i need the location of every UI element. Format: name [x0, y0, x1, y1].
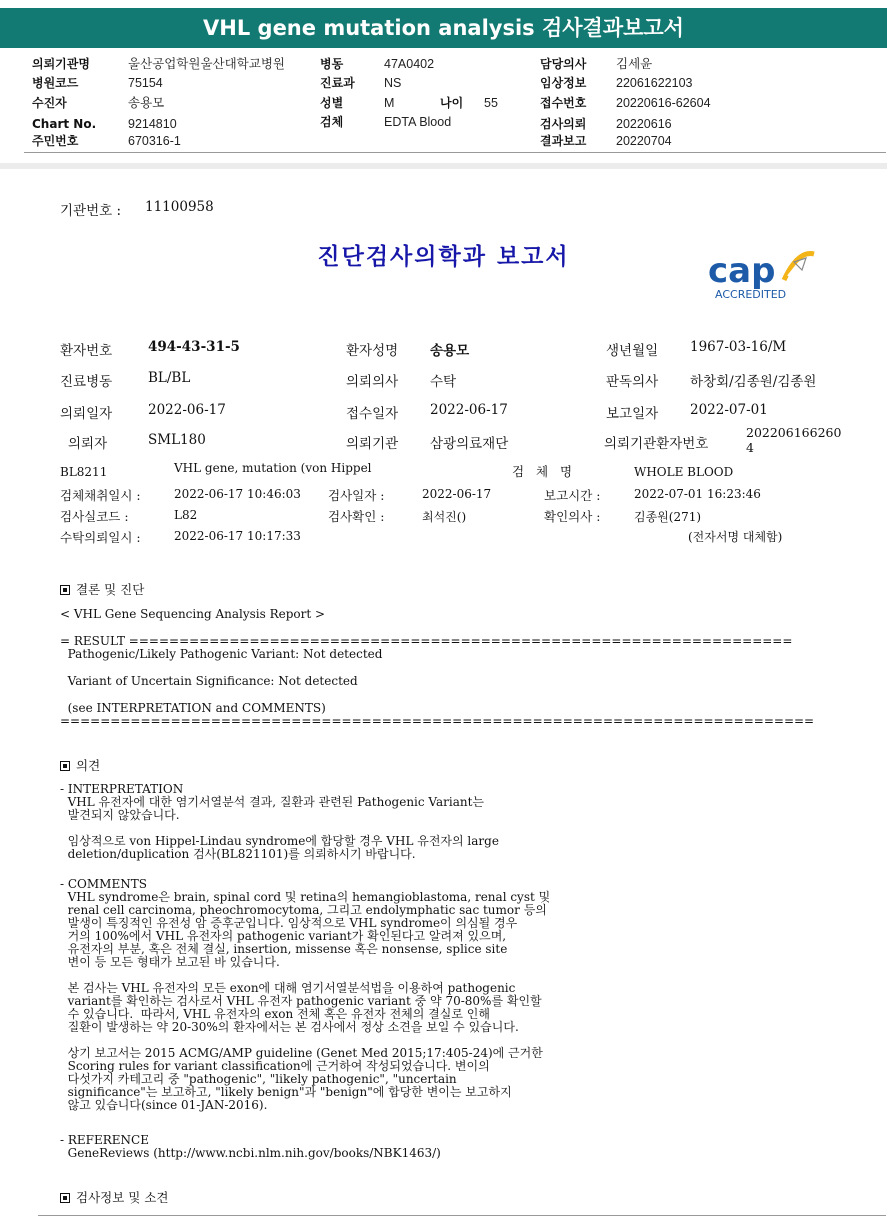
- value-requesting-doctor: 수탁: [430, 374, 457, 390]
- specimen-label: 검 체 명: [512, 464, 573, 479]
- header-label-institution: 의뢰기관명: [32, 57, 90, 71]
- value-requesting-institution: 삼광의료재단: [430, 436, 509, 452]
- header-value-clinical-info: 22061622103: [616, 76, 693, 90]
- lab-code-label: 검사실코드 :: [60, 509, 129, 524]
- header-label-department: 진료과: [320, 76, 355, 90]
- section-bullet-icon: [60, 761, 70, 771]
- cap-accredited-logo: [706, 246, 826, 306]
- value-requester: SML180: [148, 432, 206, 448]
- header-value-doctor: 김세윤: [616, 57, 653, 71]
- e-signature-note: (전자서명 대체함): [688, 530, 783, 544]
- header-value-resident-no: 670316-1: [128, 134, 181, 148]
- cap-logo-text: cap: [708, 251, 776, 291]
- test-code: BL8211: [60, 465, 108, 479]
- interpretation-block: - INTERPRETATION VHL 유전자에 대한 염기서열분석 결과, 질환과 관련된 Pathogenic Variant는 발견되지 않았습니다. 임상적으로 von Hippel-Lindau syndrome에 합당할 경우 VHL 유전자의 large deletion/duplication 검사(BL821101)를 의뢰하시기 바랍니다.: [60, 782, 499, 861]
- header-value-patient: 송용모: [128, 96, 165, 110]
- label-requesting-institution: 의뢰기관: [346, 436, 399, 452]
- collect-value: 2022-06-17 10:46:03: [174, 487, 301, 501]
- footer-divider: [38, 1215, 886, 1216]
- test-name: VHL gene, mutation (von Hippel: [174, 461, 372, 475]
- section-bullet-icon: [60, 585, 70, 595]
- header-label-clinical-info: 임상정보: [540, 76, 587, 90]
- label-report-date: 보고일자: [606, 406, 659, 422]
- value-request-date: 2022-06-17: [148, 402, 226, 418]
- result-block: < VHL Gene Sequencing Analysis Report > = RESULT ================================================================== Pathogenic/Likely Pathogenic Variant: Not detected Variant of Uncertain Significance: Not detected (see INTERPRETATION and COMMENTS) ===========================================================================: [60, 607, 815, 729]
- label-institution-patient-no: 의뢰기관환자번호: [604, 436, 709, 452]
- header-value-age: 55: [484, 96, 498, 110]
- report-time-label: 보고시간 :: [544, 488, 601, 503]
- section-bullet-icon: [60, 1193, 70, 1203]
- header-label-ward: 병동: [320, 57, 344, 71]
- header-label-patient: 수진자: [32, 96, 67, 110]
- value-patient-no: 494-43-31-5: [148, 339, 240, 355]
- header-value-chart-no: 9214810: [128, 117, 177, 131]
- section-result-heading: 결론 및 진단: [60, 580, 144, 598]
- label-receipt-date: 접수일자: [346, 406, 399, 422]
- value-patient-name: 송용모: [430, 343, 470, 359]
- value-institution-patient-no: 202206166260 4: [746, 425, 842, 455]
- test-date-label: 검사일자 :: [328, 488, 385, 503]
- header-value-sex: M: [384, 96, 395, 110]
- header-value-department: NS: [384, 76, 402, 90]
- label-requester: 의뢰자: [68, 436, 108, 452]
- label-request-date: 의뢰일자: [60, 406, 113, 422]
- institution-no: 11100958: [145, 199, 214, 215]
- header-label-chart-no: Chart No.: [32, 117, 97, 131]
- lab-code-value: L82: [174, 508, 198, 522]
- specimen-value: WHOLE BLOOD: [634, 465, 734, 479]
- confirm-doctor-label: 확인의사 :: [544, 509, 601, 524]
- label-reading-doctor: 판독의사: [606, 374, 659, 390]
- label-patient-no: 환자번호: [60, 343, 113, 359]
- header-label-test-request: 검사의뢰: [540, 117, 587, 131]
- header-label-resident-no: 주민번호: [32, 134, 79, 148]
- header-divider: [24, 152, 886, 153]
- collect-label: 검체채취일시 :: [60, 488, 141, 503]
- label-birth-date: 생년월일: [606, 343, 659, 359]
- header-value-specimen: EDTA Blood: [384, 115, 452, 129]
- header-label-specimen: 검체: [320, 115, 344, 129]
- header-label-age: 나이: [440, 96, 464, 110]
- value-birth-date: 1967-03-16/M: [690, 339, 787, 355]
- report-banner-title: VHL gene mutation analysis 검사결과보고서: [0, 8, 887, 48]
- cap-accredited-text: ACCREDITED: [715, 288, 787, 301]
- section-opinion-heading: 의견: [60, 756, 100, 774]
- header-value-receipt-no: 20220616-62604: [616, 96, 711, 110]
- value-ward: BL/BL: [148, 370, 191, 386]
- reference-block: - REFERENCE GeneReviews (http://www.ncbi.nlm.nih.gov/books/NBK1463/): [60, 1133, 441, 1160]
- value-reading-doctor: 하창회/김종원/김종원: [690, 374, 817, 390]
- header-label-hospital-code: 병원코드: [32, 76, 79, 90]
- label-patient-name: 환자성명: [346, 343, 399, 359]
- consign-request-label: 수탁의뢰일시 :: [60, 530, 141, 545]
- header-value-institution: 울산공업학원울산대학교병원: [128, 57, 285, 71]
- header-label-sex: 성별: [320, 96, 344, 110]
- value-receipt-date: 2022-06-17: [430, 402, 508, 418]
- header-value-test-request: 20220616: [616, 117, 672, 131]
- label-requesting-doctor: 의뢰의사: [346, 374, 399, 390]
- header-value-ward: 47A0402: [384, 57, 435, 71]
- header-label-doctor: 담당의사: [540, 57, 587, 71]
- institution-no-label: 기관번호 :: [60, 203, 122, 219]
- label-ward: 진료병동: [60, 374, 113, 390]
- header-value-result-report: 20220704: [616, 134, 672, 148]
- header-value-hospital-code: 75154: [128, 76, 163, 90]
- value-report-date: 2022-07-01: [690, 402, 768, 418]
- test-date-value: 2022-06-17: [422, 487, 492, 501]
- report-title: 진단검사의학과 보고서: [317, 244, 570, 270]
- comments-block: - COMMENTS VHL syndrome은 brain, spinal cord 및 retina의 hemangioblastoma, renal cyst 및 renal cell carcinoma, pheochromocytoma, 그리고 endolymphatic sac tumor 등의 발생이 특징적인 유전성 암 증후군입니다. 임상적으로 VHL syndrome이 의심될 경우 거의 100%에서 VHL 유전자의 pathogenic variant가 확인된다고 알려져 있으며, 유전자의 부분, 혹은 전체 결실, insertion, missense 혹은 nonsense, splice site 변이 등 모든 형태가 보고된 바 있습니다. 본 검사는 VHL 유전자의 모든 exon에 대해 염기서열분석법을 이용하여 pathogenic variant를 확인하는 검사로서 VHL 유전자 pathogenic variant 중 약 70-80%를 확인할 수 있습니다. 따라서, VHL 유전자의 exon 전체 혹은 유전자 전체의 결실로 인해 질환이 발생하는 약 20-30%의 환자에서는 본 검사에서 정상 소견을 보일 수 있습니다. 상기 보고서는 2015 ACMG/AMP guideline (Genet Med 2015;17:405-24)에 근거한 Scoring rules for variant classification에 근거하여 작성되었습니다. 변이의 다섯가지 카테고리 중 "pathogenic", "likely pathogenic", "uncertain significance"는 보고하고, "likely benign"과 "benign"에 합당한 변이는 보고하지 않고 있습니다(since 01-JAN-2016).: [60, 877, 551, 1112]
- test-confirm-label: 검사확인 :: [328, 509, 385, 524]
- header-label-receipt-no: 접수번호: [540, 96, 587, 110]
- test-confirm-value: 최석진(): [422, 510, 467, 524]
- header-shadow: [0, 163, 887, 169]
- report-time-value: 2022-07-01 16:23:46: [634, 487, 761, 501]
- confirm-doctor-value: 김종원(271): [634, 510, 702, 524]
- consign-request-value: 2022-06-17 10:17:33: [174, 529, 301, 543]
- section-test-info-heading: 검사정보 및 소견: [60, 1188, 168, 1206]
- header-label-result-report: 결과보고: [540, 134, 587, 148]
